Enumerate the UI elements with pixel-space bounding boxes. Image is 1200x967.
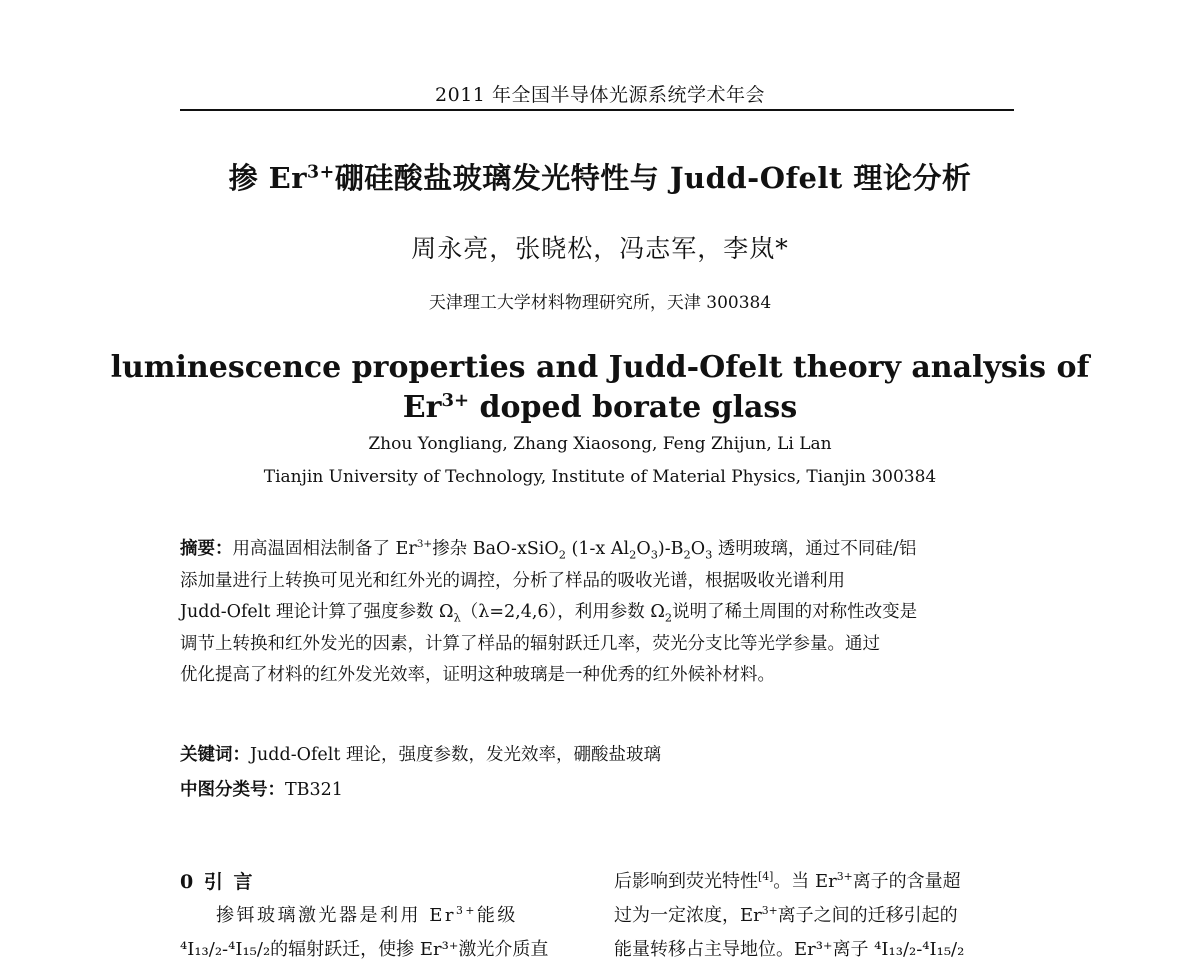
classification-label: 中图分类号： [180,780,285,800]
header-rule [180,109,1014,111]
intro-left-line1: 掺铒玻璃激光器是利用 $Er^{3+}$能级 [216,904,518,926]
affiliation-english: Tianjin University of Technology, Institute of Material Physics, Tianjin 300384 [263,467,937,487]
abstract-line2: 添加量进行上转换可见光和红外光的调控，分析了样品的吸收光谱，根据吸收光谱利用 [180,570,845,591]
classification-number [180,776,343,801]
title-chinese: 掺 $Er^{3+}$硼硅酸盐玻璃发光特性与 Judd-Ofelt 理论分析 [228,161,972,195]
title-english-line1: luminescence properties and Judd-Ofelt theory analysis of [110,350,1090,385]
intro-right-line1: 后影响到荧光特性[4]。当 $Er^{3+}$离子的含量超 [614,870,961,892]
authors-english: Zhou Yongliang, Zhang Xiaosong, Feng Zhijun, Li Lan [368,434,832,454]
affiliation-chinese: 天津理工大学材料物理研究所，天津 300384 [428,293,772,313]
intro-right-line3: 能量转移占主导地位。Er³⁺离子 ⁴I₁₃/₂-⁴I₁₅/₂ [614,939,965,960]
abstract [180,534,1012,692]
keywords [180,741,661,766]
authors-chinese: 周永亮，张晓松，冯志军，李岚* [411,234,789,263]
abstract-line3: Judd-Ofelt 理论计算了强度参数 $\Omega_\lambda(\lambda=2,4,6)$，利用参数 $\Omega_2$说明了稀土周围的对称性改变是 [180,602,918,625]
intro-left-line2: ⁴I₁₃/₂-⁴I₁₅/₂的辐射跃迁，使掺 Er³⁺激光介质直 [180,939,549,960]
abstract-line1: 摘要：用高温固相法制备了 $Er^{3+}$掺杂 BaO-xSiO$_2$ (1-x $Al_2O_3)-B_2O_3$ 透明玻璃，通过不同硅/铝 [180,538,917,562]
keywords-text: Judd-Ofelt 理论，强度参数，发光效率，硼酸盐玻璃 [250,745,661,765]
section-heading-introduction: 0 引 言 [180,871,255,893]
intro-left-column [180,899,575,967]
abstract-line4: 调节上转换和红外发光的因素，计算了样品的辐射跃迁几率，荧光分支比等光学参量。通过 [180,633,880,654]
keywords-label: 关键词： [180,745,250,765]
abstract-label: 摘要： [180,539,233,559]
abstract-line5: 优化提高了材料的红外发光效率，证明这种玻璃是一种优秀的红外候补材料。 [180,665,775,685]
title-english-line2: $Er^{3+}$ doped borate glass [402,390,798,425]
conference-header: 2011 年全国半导体光源系统学术年会 [435,84,765,106]
intro-right-line2: 过为一定浓度，$Er^{3+}$离子之间的迁移引起的 [614,904,958,926]
classification-text: TB321 [285,780,343,800]
